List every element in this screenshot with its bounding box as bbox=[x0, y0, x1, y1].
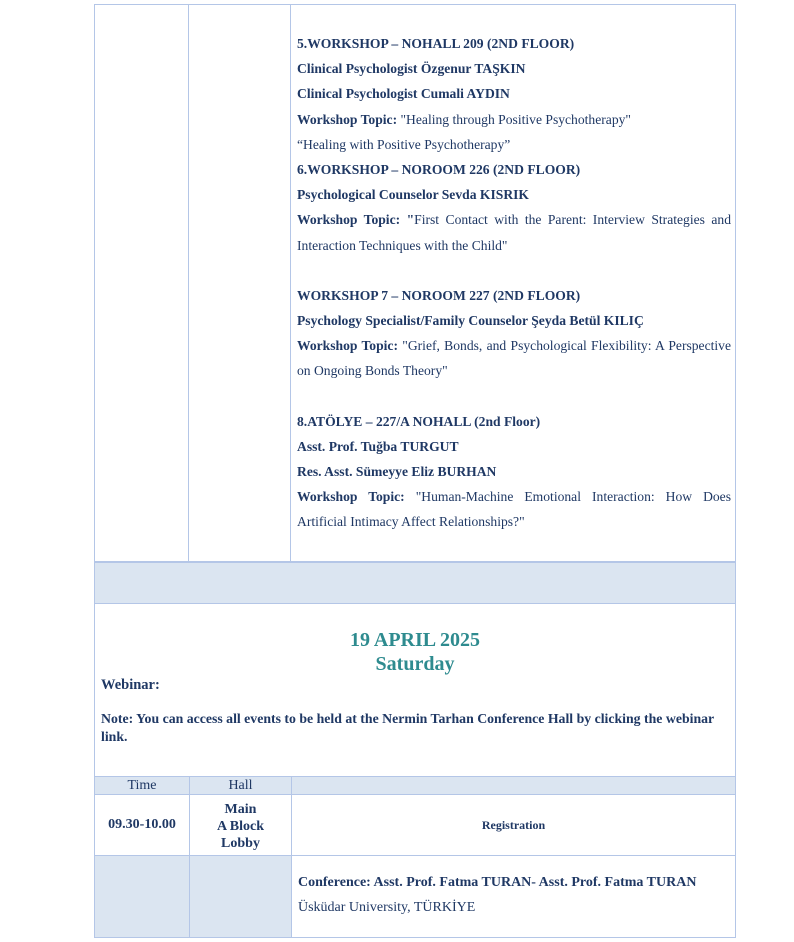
workshop-8-title: 8.ATÖLYE – 227/A NOHALL (2nd Floor) bbox=[297, 413, 541, 429]
column-divider bbox=[290, 5, 291, 561]
workshop-6-speaker: Psychological Counselor Sevda KISRIK bbox=[297, 187, 530, 203]
topic-label: Workshop Topic: " bbox=[297, 212, 415, 228]
schedule-table bbox=[94, 776, 736, 938]
workshop-6-title: 6.WORKSHOP – NOROOM 226 (2ND FLOOR) bbox=[297, 162, 581, 178]
day-date: 19 APRIL 2025 bbox=[349, 629, 481, 651]
workshop-table bbox=[94, 4, 736, 562]
table-row bbox=[95, 856, 735, 937]
topic-label: Workshop Topic: bbox=[297, 489, 405, 505]
event-cell bbox=[291, 856, 735, 937]
schedule-header-row bbox=[95, 777, 735, 795]
workshop-8-topic bbox=[297, 484, 731, 534]
table-row bbox=[95, 795, 735, 856]
workshop-5-title: 5.WORKSHOP – NOHALL 209 (2ND FLOOR) bbox=[297, 36, 575, 51]
webinar-note: Note: You can access all events to be held at the Nermin Tarhan Conference Hall by clicking the webinar link. bbox=[101, 711, 714, 744]
hall-line: Main bbox=[224, 802, 257, 817]
time-cell bbox=[95, 856, 189, 937]
webinar-label: Webinar: bbox=[101, 677, 160, 693]
workshop-list bbox=[297, 31, 731, 535]
section-separator bbox=[94, 562, 736, 604]
workshop-6-topic bbox=[297, 207, 731, 257]
workshop-5-topic bbox=[297, 107, 731, 132]
workshop-5-speaker: Clinical Psychologist Özgenur TAŞKIN bbox=[297, 61, 526, 77]
workshop-7-title: WORKSHOP 7 – NOROOM 227 (2ND FLOOR) bbox=[297, 287, 581, 303]
conference-speakers: Conference: Asst. Prof. Fatma TURAN- Asst. Prof. Fatma TURAN bbox=[298, 875, 697, 890]
hall-line: A Block bbox=[216, 819, 265, 834]
conference-affiliation: Üsküdar University, TÜRKİYE bbox=[298, 900, 476, 915]
hall-cell bbox=[189, 795, 291, 855]
registration-label: Registration bbox=[481, 817, 546, 832]
topic-label: Workshop Topic: bbox=[297, 111, 398, 127]
session-hall bbox=[190, 801, 291, 852]
header-hall: Hall bbox=[189, 777, 291, 794]
workshop-5-speaker: Clinical Psychologist Cumali AYDIN bbox=[297, 86, 510, 102]
day-header bbox=[94, 604, 736, 776]
hall-cell bbox=[189, 856, 291, 937]
event-cell bbox=[291, 795, 735, 855]
workshop-7-speaker: Psychology Specialist/Family Counselor Şeyda Betül KILIÇ bbox=[297, 313, 644, 329]
hall-line: Lobby bbox=[221, 836, 260, 851]
workshop-5-topic-alt: “Healing with Positive Psychotherapy” bbox=[297, 136, 511, 152]
conference-entry bbox=[298, 870, 728, 920]
session-time: 09.30-10.00 bbox=[108, 817, 176, 832]
topic-text: "Human-Machine Emotional Interaction: How Does Artificial Intimacy Affect Relationships?" bbox=[297, 489, 732, 530]
column-divider bbox=[188, 5, 189, 561]
workshop-8-speaker: Asst. Prof. Tuğba TURGUT bbox=[297, 438, 459, 454]
workshop-8-speaker: Res. Asst. Sümeyye Eliz BURHAN bbox=[297, 464, 497, 480]
header-event bbox=[291, 777, 735, 794]
topic-label: Workshop Topic: bbox=[297, 338, 398, 354]
topic-text: "Grief, Bonds, and Psychological Flexibility: A Perspective on Ongoing Bonds Theory" bbox=[297, 338, 732, 379]
day-weekday: Saturday bbox=[375, 653, 455, 675]
workshop-7-topic bbox=[297, 333, 731, 383]
time-cell bbox=[95, 795, 189, 855]
topic-text: "Healing through Positive Psychotherapy" bbox=[397, 111, 631, 127]
topic-text: First Contact with the Parent: Interview Strategies and Interaction Techniques with the Child" bbox=[297, 212, 731, 253]
header-time: Time bbox=[127, 778, 157, 793]
